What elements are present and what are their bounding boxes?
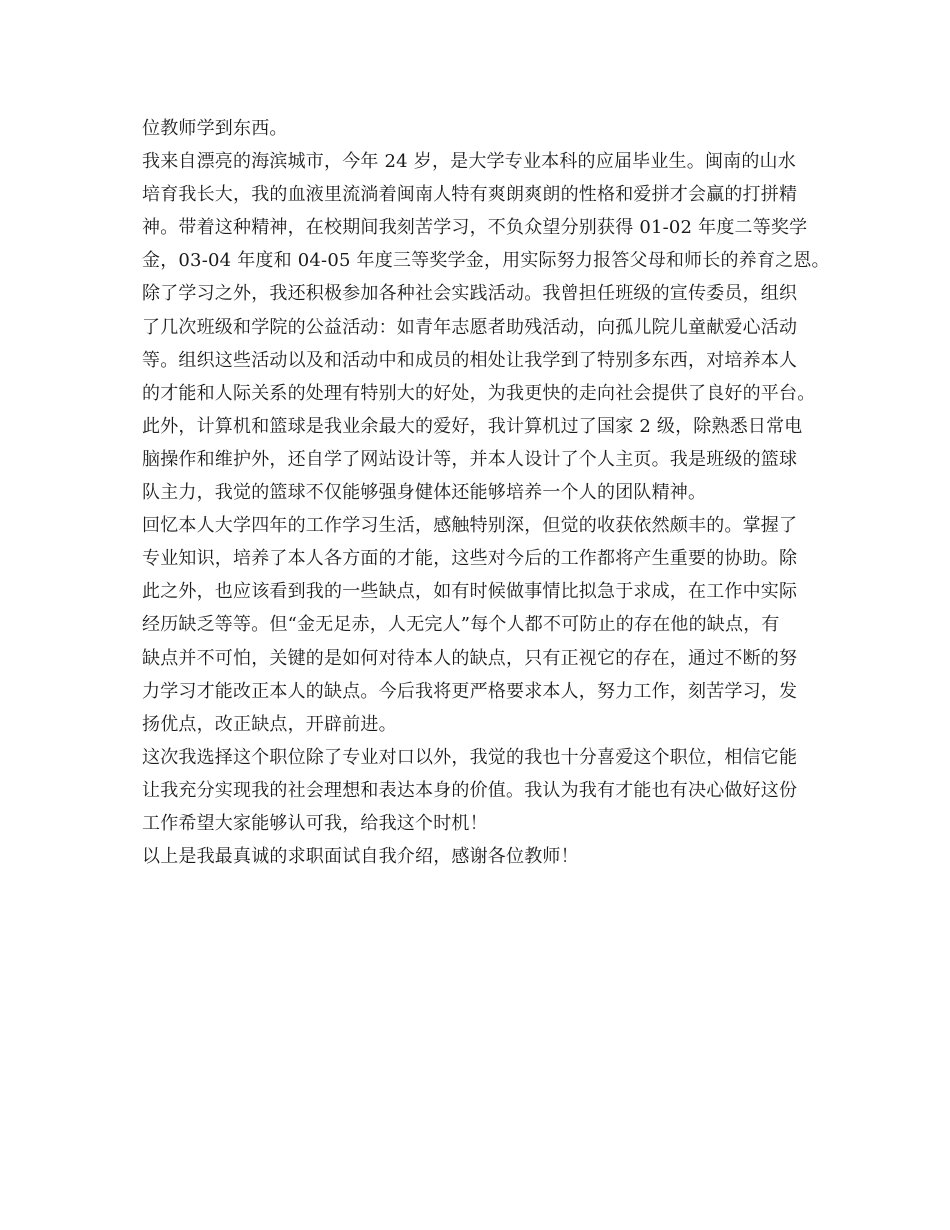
text-line-21: 让我充分实现我的社会理想和表达本身的价值。我认为我有才能也有决心做好这份 — [142, 779, 798, 801]
text-line-9: 的才能和人际关系的处理有特别大的好处，为我更快的走向社会提供了良好的平台。 — [142, 382, 816, 404]
text-line-10: 此外，计算机和篮球是我业余最大的爱好，我计算机过了国家 2 级，除熟悉日常电 — [142, 415, 803, 437]
text-line-7: 了几次班级和学院的公益活动：如青年志愿者助残活动，向孤儿院儿童献爱心活动 — [142, 316, 798, 338]
text-line-15: 此之外，也应该看到我的一些缺点，如有时候做事情比拟急于求成，在工作中实际 — [142, 581, 798, 603]
text-line-19: 扬优点，改正缺点，开辟前进。 — [142, 713, 397, 735]
text-line-20: 这次我选择这个职位除了专业对口以外，我觉的我也十分喜爱这个职位，相信它能 — [142, 746, 798, 768]
text-line-12: 队主力，我觉的篮球不仅能够强身健体还能够培养一个人的团队精神。 — [142, 482, 707, 504]
text-line-3: 培育我长大，我的血液里流淌着闽南人特有爽朗爽朗的性格和爱拼才会赢的打拼精 — [142, 184, 798, 206]
text-line-16: 经历缺乏等等。但“金无足赤，人无完人”每个人都不可防止的存在他的缺点，有 — [142, 614, 780, 636]
text-line-17: 缺点并不可怕，关键的是如何对待本人的缺点，只有正视它的存在，通过不断的努 — [142, 647, 798, 669]
text-line-1: 位教师学到东西。 — [142, 118, 288, 139]
text-line-8: 等。组织这些活动以及和活动中和成员的相处让我学到了特别多东西，对培养本人 — [142, 349, 798, 371]
text-line-5: 金，03-04 年度和 04-05 年度三等奖学金，用实际努力报答父母和师长的养育之恩。 — [142, 250, 830, 272]
body-text — [142, 112, 830, 873]
text-line-4: 神。带着这种精神，在校期间我刻苦学习，不负众望分别获得 01-02 年度二等奖学 — [142, 217, 808, 239]
text-line-2: 我来自漂亮的海滨城市，今年 24 岁，是大学专业本科的应届毕业生。闽南的山水 — [142, 151, 796, 173]
text-line-18: 力学习才能改正本人的缺点。今后我将更严格要求本人，努力工作，刻苦学习，发 — [142, 680, 798, 702]
text-line-22: 工作希望大家能够认可我，给我这个时机！ — [142, 812, 488, 834]
text-line-6: 除了学习之外，我还积极参加各种社会实践活动。我曾担任班级的宣传委员，组织 — [142, 283, 798, 305]
text-line-23: 以上是我最真诚的求职面试自我介绍，感谢各位教师！ — [142, 846, 579, 868]
text-line-13: 回忆本人大学四年的工作学习生活，感触特别深，但觉的收获依然颇丰的。掌握了 — [142, 515, 798, 537]
text-line-14: 专业知识，培养了本人各方面的才能，这些对今后的工作都将产生重要的协助。除 — [142, 548, 798, 570]
text-line-11: 脑操作和维护外，还自学了网站设计等，并本人设计了个人主页。我是班级的篮球 — [142, 448, 798, 470]
